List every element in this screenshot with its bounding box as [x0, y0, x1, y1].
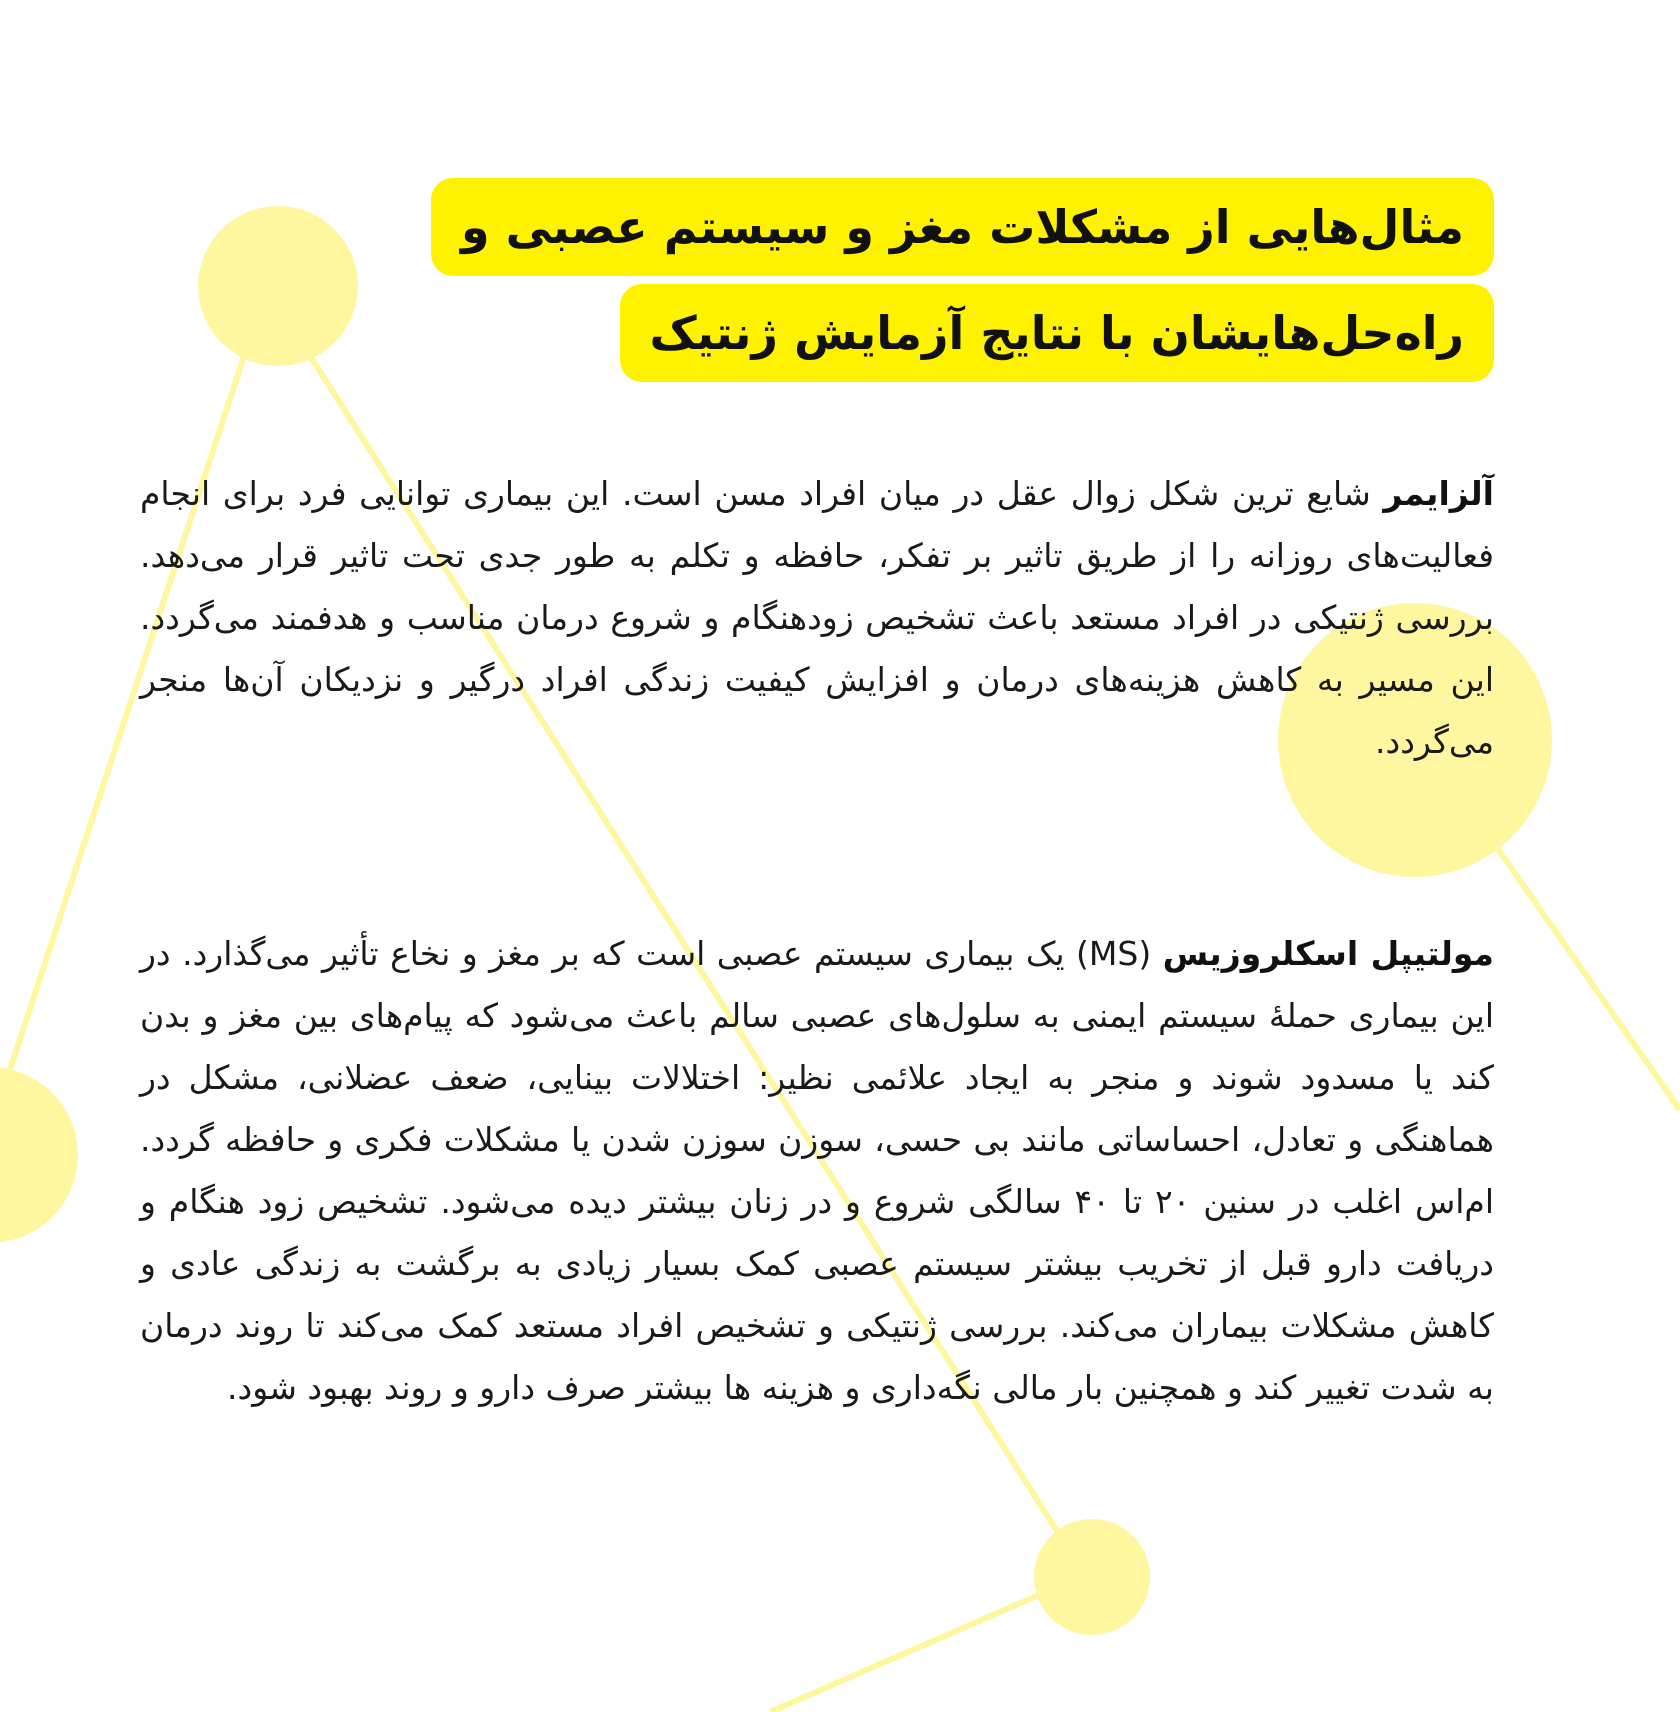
section-alzheimer-term: آلزایمر [1383, 474, 1494, 513]
heading-line-2-text: راه‌حل‌هایشان با نتایج آزمایش ژنتیک [649, 306, 1464, 360]
section-ms [140, 923, 1494, 1419]
section-ms-term: مولتیپل اسکلروزیس [1162, 934, 1494, 973]
heading-line-1-text: مثال‌هایی از مشکلات مغز و سیستم عصبی و [461, 200, 1464, 254]
section-alzheimer [140, 463, 1494, 773]
heading-line-2 [620, 284, 1494, 382]
section-alzheimer-body: شایع ترین شکل زوال عقل در میان افراد مسن است. این بیماری توانایی فرد برای انجام فعالیت‌های روزانه را از طریق تاثیر بر تفکر، حافظه و تکلم به طور جدی تحت تاثیر قرار می‌دهد. بررسی ژنتیکی در افراد مستعد باعث تشخیص زودهنگام و شروع درمان مناسب و هدفمند می‌گردد. این مسیر به کاهش هزینه‌های درمان و افزایش کیفیت زندگی افراد درگیر و نزدیکان آن‌ها منجر می‌گردد. [140, 474, 1494, 761]
section-ms-body: (MS) یک بیماری سیستم عصبی است که بر مغز و نخاع تأثیر می‌گذارد. در این بیماری حملهٔ سیستم ایمنی به سلول‌های عصبی سالم باعث می‌شود که پیام‌های بین مغز و بدن کند یا مسدود شوند و منجر به ایجاد علائمی نظیر: اختلالات بینایی، ضعف عضلانی، مشکل در هماهنگی و تعادل، احساساتی مانند بی حسی، سوزن سوزن شدن یا مشکلات فکری و حافظه گردد. ام‌اس اغلب در سنین ۲۰ تا ۴۰ سالگی شروع و در زنان بیشتر دیده می‌شود. تشخیص زود هنگام و دریافت دارو قبل از تخریب بیشتر سیستم عصبی کمک بسیار زیادی به برگشت به زندگی عادی و کاهش مشکلات بیماران می‌کند. بررسی ژنتیکی و تشخیص افراد مستعد کمک می‌کند تا روند درمان به شدت تغییر کند و همچنین بار مالی نگه‌داری و هزینه ها بیشتر صرف دارو و روند بهبود شود. [140, 934, 1494, 1407]
heading-line-1 [431, 178, 1494, 276]
